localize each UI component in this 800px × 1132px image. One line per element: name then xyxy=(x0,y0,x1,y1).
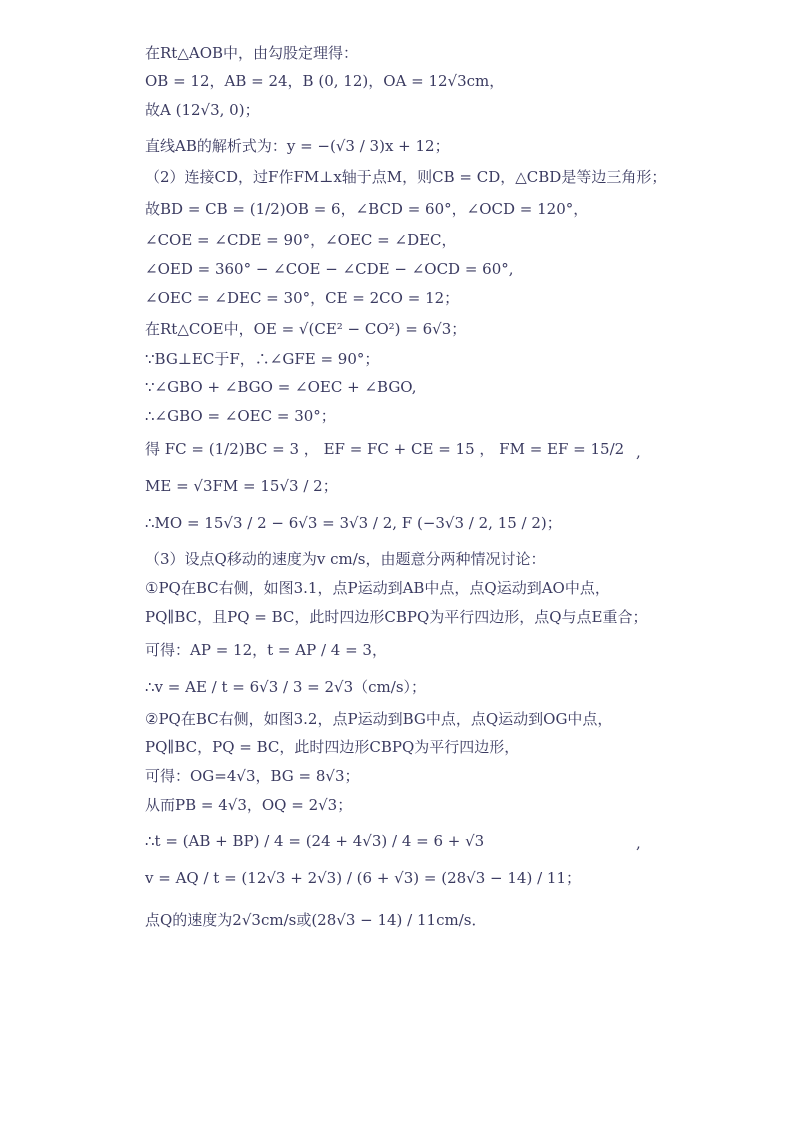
solution-line: 故A (12√3, 0)； xyxy=(145,101,260,119)
solution-line: ∵∠GBO + ∠BGO = ∠OEC + ∠BGO, xyxy=(145,378,417,396)
solution-line: ∴v = AE / t = 6√3 / 3 = 2√3（cm/s）； xyxy=(145,678,427,696)
solution-line: ME = √3FM = 15√3 / 2； xyxy=(145,477,338,495)
solution-line: ∠COE = ∠CDE = 90°，∠OEC = ∠DEC， xyxy=(145,231,457,249)
solution-line: ∴MO = 15√3 / 2 − 6√3 = 3√3 / 2, F (−3√3 / 2, 15 / 2)； xyxy=(145,514,562,532)
solution-line: ∠OEC = ∠DEC = 30°，CE = 2CO = 12； xyxy=(145,289,460,307)
solution-line: OB = 12，AB = 24，B (0, 12)，OA = 12√3cm， xyxy=(145,72,505,90)
solution-line: ∴t = (AB + BP) / 4 = (24 + 4√3) / 4 = 6 + √3 xyxy=(145,832,485,850)
solution-line: ∵BG⊥EC于F，∴∠GFE = 90°； xyxy=(145,350,380,368)
solution-line: 得 FC = (1/2)BC = 3 ， EF = FC + CE = 15 ， FM = EF = 15/2 xyxy=(145,440,625,458)
solution-line: 在Rt△AOB中，由勾股定理得： xyxy=(145,44,359,62)
solution-line: v = AQ / t = (12√3 + 2√3) / (6 + √3) = (28√3 − 14) / 11； xyxy=(145,869,581,887)
solution-line: 可得：AP = 12，t = AP / 4 = 3， xyxy=(145,641,387,659)
solution-line: 点Q的速度为2√3cm/s或(28√3 − 14) / 11cm/s． xyxy=(145,911,487,929)
solution-line: （2）连接CD，过F作FM⊥x轴于点M，则CB = CD，△CBD是等边三角形； xyxy=(145,168,667,186)
solution-line: （3）设点Q移动的速度为v cm/s，由题意分两种情况讨论： xyxy=(145,550,546,568)
solution-line: ∴∠GBO = ∠OEC = 30°； xyxy=(145,407,336,425)
solution-line: 直线AB的解析式为：y = −(√3 / 3)x + 12； xyxy=(145,137,450,155)
solution-line: 可得：OG=4√3，BG = 8√3； xyxy=(145,767,360,785)
stray-comma: , xyxy=(636,443,641,461)
solution-line: ①PQ在BC右侧，如图3.1，点P运动到AB中点，点Q运动到AO中点， xyxy=(145,579,610,597)
solution-line: PQ∥BC，PQ = BC，此时四边形CBPQ为平行四边形， xyxy=(145,738,520,756)
solution-line: ②PQ在BC右侧，如图3.2，点P运动到BG中点，点Q运动到OG中点， xyxy=(145,710,613,728)
solution-line: 从而PB = 4√3，OQ = 2√3； xyxy=(145,796,353,814)
solution-line: 故BD = CB = (1/2)OB = 6，∠BCD = 60°，∠OCD = 120°， xyxy=(145,200,589,218)
solution-line: ∠OED = 360° − ∠COE − ∠CDE − ∠OCD = 60°, xyxy=(145,260,514,278)
solution-line: PQ∥BC，且PQ = BC，此时四边形CBPQ为平行四边形，点Q与点E重合； xyxy=(145,608,648,626)
stray-comma: , xyxy=(636,834,641,852)
solution-line: 在Rt△COE中，OE = √(CE² − CO²) = 6√3； xyxy=(145,320,467,338)
